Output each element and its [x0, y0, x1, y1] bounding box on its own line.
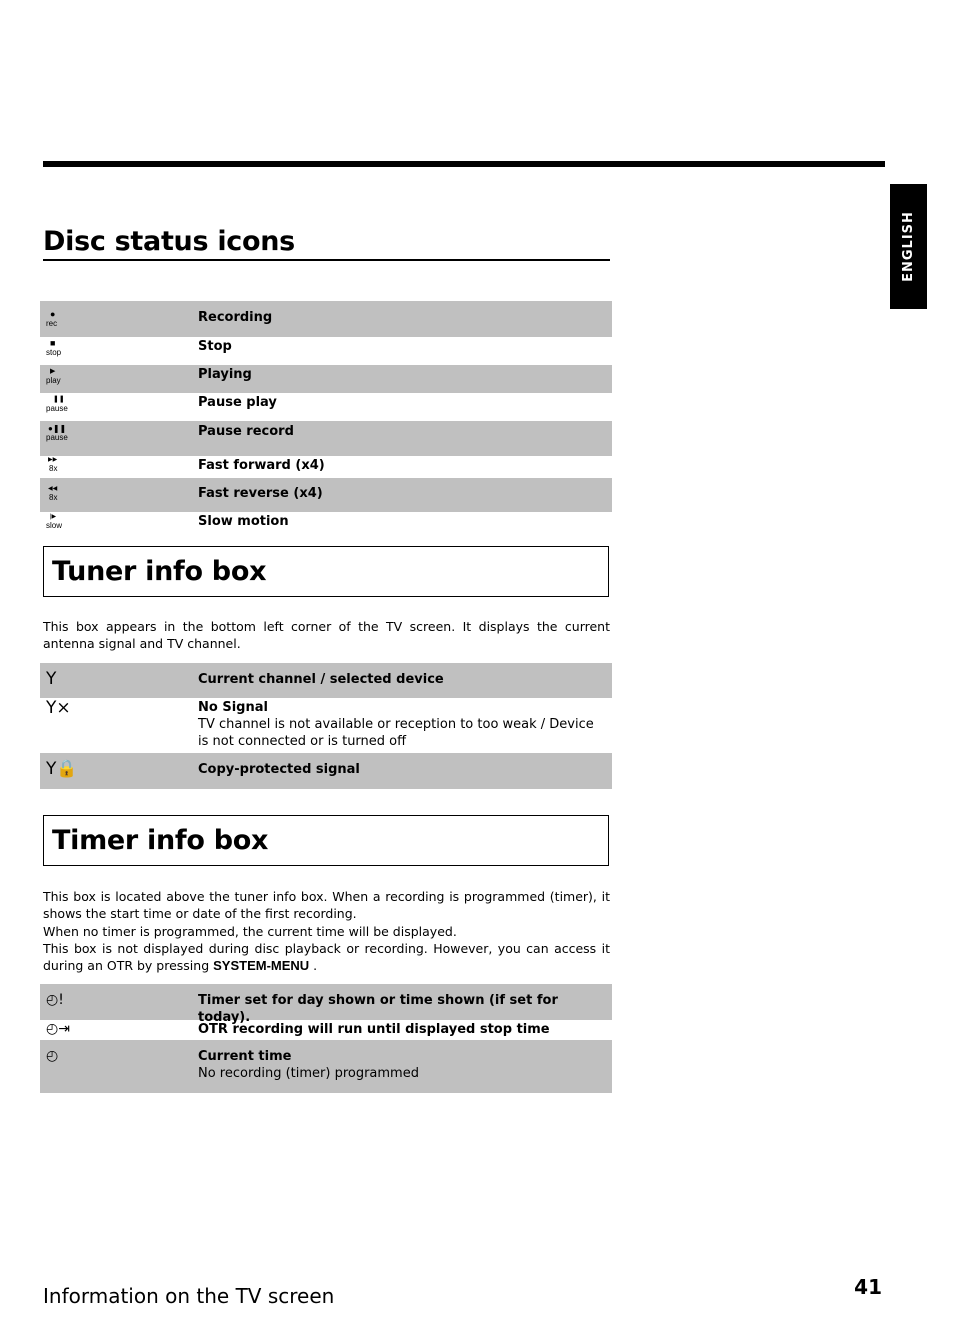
stop-icon: ■ stop [46, 338, 62, 357]
pause-icon: ❚❚ pause [46, 396, 68, 413]
disc-row-label: Pause play [198, 395, 277, 410]
timer-row-timer-set [40, 984, 612, 1025]
timer-row-label: Current time [198, 1049, 292, 1064]
disc-row-playing [40, 365, 612, 393]
disc-row-recording [40, 301, 612, 337]
timer-table [40, 984, 612, 1093]
antenna-no-signal-icon: Y× [46, 698, 71, 718]
disc-row-pause-play [40, 393, 612, 421]
tuner-row-description: TV channel is not available or reception to too weak / Device is not connected or is turned off [198, 717, 594, 749]
disc-row-fast-reverse [40, 478, 612, 512]
clock-exclamation-icon: ◴! [46, 992, 64, 1008]
language-tab-label: ENGLISH [901, 211, 917, 282]
clock-arrow-icon: ◴⇥ [46, 1021, 70, 1037]
disc-row-stop [40, 337, 612, 365]
record-icon: ● rec [46, 309, 58, 328]
disc-row-fast-forward [40, 456, 612, 478]
timer-row-description: No recording (timer) programmed [198, 1066, 419, 1081]
disc-row-label: Playing [198, 367, 252, 382]
tuner-intro: This box appears in the bottom left corner of the TV screen. It displays the current antenna signal and TV channel. [43, 619, 610, 652]
tuner-row-label: Copy-protected signal [198, 762, 360, 777]
disc-row-label: Stop [198, 339, 232, 354]
disc-row-label: Pause record [198, 424, 294, 439]
tuner-info-heading: Tuner info box [43, 546, 609, 597]
tuner-row-copy-protected [40, 753, 612, 789]
timer-row-current-time [40, 1040, 612, 1093]
timer-row-label: OTR recording will run until displayed stop time [198, 1022, 550, 1037]
antenna-icon: Y [46, 669, 57, 689]
pause-record-icon: ●❚❚ pause [46, 424, 68, 442]
fast-forward-icon: ▶▶ 8x [48, 457, 58, 473]
fast-reverse-icon: ◀◀ 8x [48, 486, 58, 502]
disc-row-slow-motion [40, 512, 612, 534]
clock-icon: ◴ [46, 1048, 59, 1064]
play-icon: ▶ play [46, 368, 61, 385]
antenna-lock-icon: Y🔒 [46, 759, 78, 779]
section-footer: Information on the TV screen [43, 1284, 335, 1308]
disc-row-label: Fast forward (x4) [198, 458, 325, 473]
disc-row-label: Slow motion [198, 514, 289, 529]
tuner-row-label: Current channel / selected device [198, 672, 444, 687]
system-menu-key: SYSTEM-MENU [213, 958, 310, 974]
disc-row-label: Recording [198, 310, 273, 325]
timer-row-otr [40, 1020, 612, 1040]
page-number: 41 [854, 1275, 882, 1299]
timer-info-heading: Timer info box [43, 815, 609, 866]
tuner-table [40, 663, 612, 789]
disc-row-label: Fast reverse (x4) [198, 486, 323, 501]
language-tab [890, 184, 927, 309]
disc-row-pause-record [40, 421, 612, 456]
tuner-row-label: No Signal [198, 700, 268, 715]
disc-status-heading: Disc status icons [43, 226, 610, 261]
timer-intro: This box is located above the tuner info box. When a recording is programmed (timer), it shows the start time or date of the first recording. When no timer is programmed, the current time will be displayed. This box is not displayed during disc playback or recording. However, you can access it during an OTR by pressing SYSTEM-MENU . [43, 889, 610, 974]
slow-motion-icon: |▶ slow [46, 514, 63, 530]
tuner-row-no-signal [40, 698, 612, 753]
disc-status-table [40, 301, 612, 534]
top-rule [43, 161, 885, 167]
tuner-row-current-channel [40, 663, 612, 698]
timer-row-label: Timer set for day shown or time shown (if set for today). [198, 993, 558, 1025]
